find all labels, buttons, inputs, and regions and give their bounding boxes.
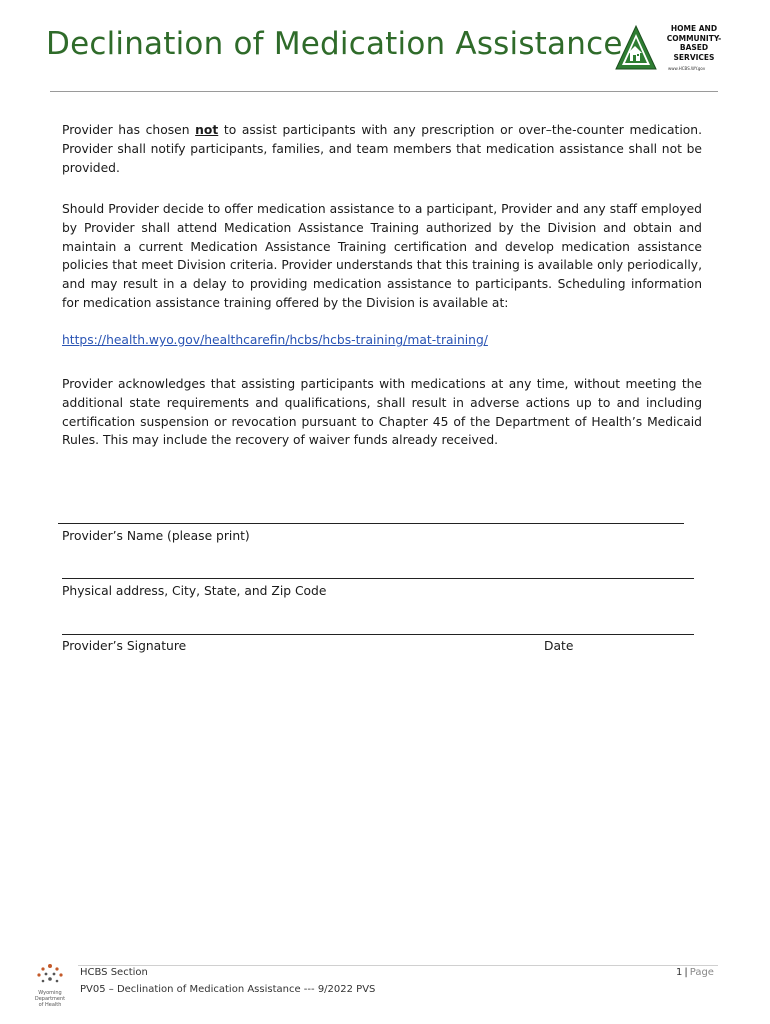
emphasis-not: not [195,123,219,137]
footer-divider [78,965,718,966]
provider-name-label: Provider’s Name (please print) [62,529,250,543]
hcbs-logo-text: HOME AND COMMUNITY- BASED SERVICES [666,24,722,62]
wyoming-health-logo [28,960,72,1010]
footer-section: HCBS Section [80,967,148,978]
page-title: Declination of Medication Assistance [46,26,623,62]
training-link[interactable]: https://health.wyo.gov/healthcarefin/hcbs/hcbs-training/mat-training/ [62,333,488,347]
svg-text:of Health: of Health [38,1002,62,1008]
svg-text:Wyoming: Wyoming [38,990,62,996]
paragraph-declination: Provider has chosen not to assist participants with any prescription or over–the-counter medication. Provider shall notify participants, families, and team members that medication assistance shall not be provided. [62,123,702,175]
header-divider [50,91,718,92]
paragraph-training-requirements: Should Provider decide to offer medication assistance to a participant, Provider and any staff employed by Provider shall attend Medication Assistance Training authorized by the Division and obtain and maintain a current Medication Assistance Training certification and develop medication assistance policies that meet Division criteria. Provider understands that this training is available only periodically, and may result in a delay to providing medication assistance to participants. Scheduling information for medication assistance training offered by the Division is available at: [62,202,702,310]
page-number: 1 | Page [676,967,714,978]
name-signature-line[interactable] [58,523,684,524]
svg-text:Department: Department [34,996,66,1002]
hcbs-logo-tagline: www.HCBS.WY.gov [668,66,706,71]
signature-line[interactable] [62,634,694,635]
address-label: Physical address, City, State, and Zip Code [62,584,327,598]
footer-document-id: PV05 – Declination of Medication Assistance --- 9/2022 PVS [80,984,376,995]
address-signature-line[interactable] [62,578,694,579]
paragraph-acknowledgement: Provider acknowledges that assisting participants with medications at any time, without meeting the additional state requirements and qualifications, shall result in adverse actions up to and including certification suspension or revocation pursuant to Chapter 45 of the Department of Health’s Medicaid Rules. This may include the recovery of waiver funds already received. [62,377,702,448]
signature-label: Provider’s Signature [62,639,187,653]
date-label: Date [544,639,574,653]
